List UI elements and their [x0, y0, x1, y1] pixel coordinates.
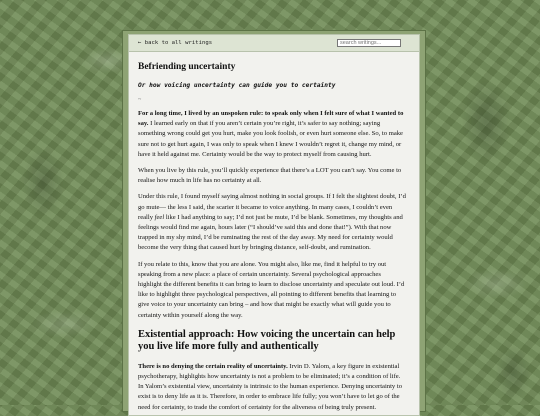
- search-input[interactable]: [337, 39, 401, 47]
- paragraph-5-lead: There is no denying the certain reality of uncertainty.: [138, 362, 288, 370]
- top-bar: [129, 35, 419, 52]
- paragraph-3-emphasis: feel: [154, 213, 165, 221]
- separator: ~: [138, 97, 142, 103]
- article-title: Befriending uncertainty: [138, 62, 236, 72]
- article-subtitle: Or how voicing uncertainty can guide you to certainty: [138, 82, 336, 89]
- paragraph-3: [138, 192, 406, 253]
- paragraph-5: [138, 362, 406, 413]
- paragraph-1-text: I learned early on that if you aren’t certain you’re right, it’s safer to say nothing; saying something wrong could get you hurt, make you look foolish, or even hurt someone else. So, to make sure not to get hurt again, I was only to speak when I knew I wouldn’t regret it, change my mind, or have it held against me. Certainty would be the way to protect myself from causing hurt.: [138, 120, 403, 158]
- paragraph-2: When you live by this rule, you’ll quickly experience that there’s a LOT you can’t say. You come to realise how much in life has no certainty at all.: [138, 167, 402, 185]
- paragraph-4: If you relate to this, know that you are alone. You might also, like me, find it helpful to try out speaking from a new place: a place of certain uncertainty. Several psychological approaches highlight the different benefits it can bring to learn to disclose uncertainty and speculate out loud. I’d like to highlight three psychological perspectives, all pointing to different benefits that learning to give voice to your uncertainty can bring – and how that might be exactly what will guide you to certainty within yourself along the way.: [138, 260, 405, 319]
- paragraph-3-text-a: Under this rule, I found myself saying almost nothing in social groups. If I felt the slightest doubt, I’d go mute— the less I said, the scarier it became to voice anything. In many cases, I couldn’t even really: [138, 193, 406, 221]
- article-body: [138, 62, 406, 416]
- paragraph-3-text-b: like I had anything to say; I’d not just be mute, I’d be blank. Sometimes, my thoughts and feelings would find me again, hours later (“I should’ve said this and done that!”). With that now trapped in my shy mind, I’d be ruminating the rest of the day away. My need for certainty would become the very thing that caused hurt by bringing distance, self-doubt, and rumination.: [138, 213, 403, 252]
- paragraph-5-text: Irvin D. Yalom, a key figure in existential psychotherapy, highlights how uncertainty is not a problem to be eliminated; it’s a condition of life. In Yalom’s existential view, uncertainty is intrinsic to the human experience. Denying uncertainty to exist is to deny life as it is. Therefore, in order to embrace life fully; you won’t have to let go of the need for certainty, to trade the comfort of certainty for the aliveness of being truly present.: [138, 362, 402, 411]
- section-heading: Existential approach: How voicing the uncertain can help you live life more fully and authentically: [138, 328, 396, 353]
- back-to-writings-link[interactable]: ← back to all writings: [138, 40, 213, 46]
- article-page: [128, 34, 420, 416]
- paragraph-1: [138, 109, 406, 160]
- paragraph-1-lead: For a long time, I lived by an unspoken rule: to speak only when I felt sure of what I wanted to say.: [138, 110, 404, 128]
